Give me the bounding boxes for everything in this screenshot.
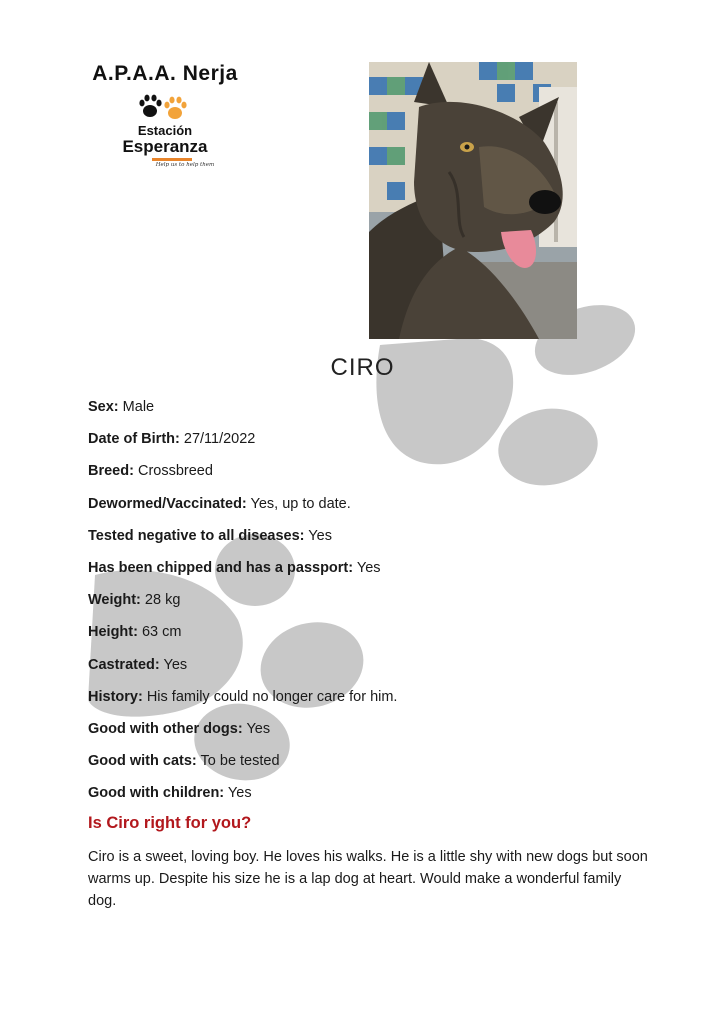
fact-label: Good with children: <box>88 785 225 802</box>
fact-chipped-passport <box>88 558 397 578</box>
fact-height <box>88 622 397 642</box>
fact-label: Tested negative to all diseases: <box>88 527 305 544</box>
fact-label: Dewormed/Vaccinated: <box>88 495 247 512</box>
logo-subtitle-estacion: Estación <box>137 123 193 138</box>
fact-value: Crossbreed <box>137 463 213 480</box>
dog-facts-list <box>88 397 397 815</box>
dog-photo <box>369 62 577 339</box>
fact-good-with-cats <box>88 751 397 771</box>
logo-tagline: Help us to help them <box>155 162 215 168</box>
logo-subtitle-esperanza: Esperanza <box>122 137 208 156</box>
organization-logo <box>90 62 240 180</box>
fact-value: Yes <box>356 559 381 576</box>
fact-good-with-children <box>88 783 397 803</box>
fact-label: Good with other dogs: <box>88 720 243 737</box>
fact-value: Yes <box>227 785 252 802</box>
fact-label: Breed: <box>88 463 134 480</box>
fact-history <box>88 687 397 707</box>
fact-value: Yes <box>163 656 188 673</box>
fact-label: Height: <box>88 624 138 641</box>
fact-value: Yes <box>246 720 271 737</box>
fact-value: Yes, up to date. <box>250 495 351 512</box>
fact-good-with-dogs <box>88 719 397 739</box>
fact-label: History: <box>88 688 143 705</box>
fact-castrated <box>88 655 397 675</box>
fact-label: Good with cats: <box>88 753 197 770</box>
section-heading-is-ciro-right: Is Ciro right for you? <box>88 814 252 832</box>
fact-value: 27/11/2022 <box>183 431 256 448</box>
paw-toe <box>492 401 604 493</box>
logo-title: A.P.A.A. Nerja <box>92 62 238 85</box>
fact-value: Male <box>122 399 155 415</box>
logo-orange-mark <box>152 158 192 161</box>
fact-sex <box>88 397 397 417</box>
fact-value: 28 kg <box>144 592 181 609</box>
paw-prints-icon <box>135 90 195 122</box>
fact-breed <box>88 461 397 481</box>
fact-label: Date of Birth: <box>88 431 180 448</box>
description-paragraph: Ciro is a sweet, loving boy. He loves his walks. He is a little shy with new dogs but soon warms up. Despite his size he is a lap dog at heart. Would make a wonderful family dog. <box>88 849 648 909</box>
fact-value: Yes <box>308 527 332 544</box>
fact-value: 63 cm <box>141 624 182 641</box>
fact-label: Weight: <box>88 592 141 609</box>
fact-value: To be tested <box>200 753 280 770</box>
fact-value: His family could no longer care for him. <box>146 688 398 705</box>
fact-tested-negative <box>88 526 397 546</box>
fact-label: Sex: <box>88 399 119 415</box>
fact-weight <box>88 590 397 610</box>
fact-label: Castrated: <box>88 656 160 673</box>
dog-name: CIRO <box>330 354 395 381</box>
fact-dewormed-vaccinated <box>88 494 397 514</box>
fact-date-of-birth <box>88 429 397 449</box>
fact-label: Has been chipped and has a passport: <box>88 559 354 576</box>
